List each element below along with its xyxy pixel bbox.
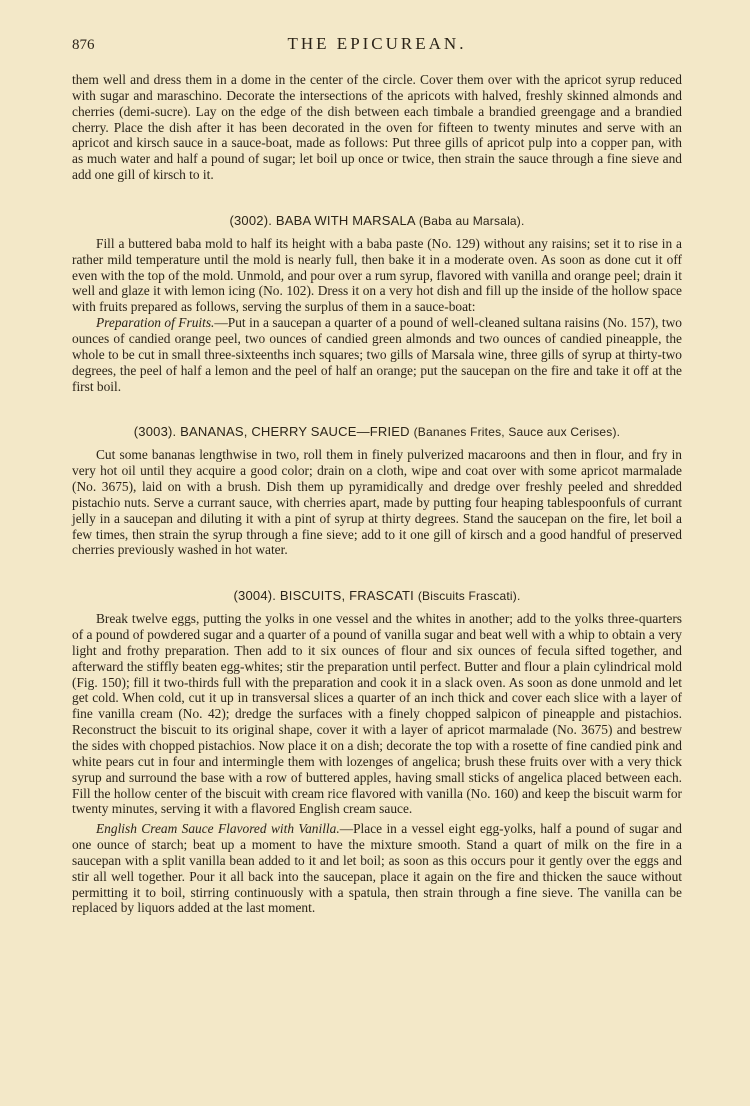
paragraph-text: —Place in a vessel eight egg-yolks, half a pound of sugar and one ounce of starch; beat up a moment to have the mixture smooth. Stand a quart of milk on the fire in a saucepan with a split vanilla bean added to it and let boil; as soon as this occurs pour it gently over the eggs and stir all well together. Pour it all back into the saucepan, place it again on the fire and thicken the sauce without permitting it to boil, stirring continuously with a spatula, then strain through a fine sieve. The vanilla can be replaced by liquors added at the last moment. [72, 821, 682, 916]
recipe-title [72, 424, 682, 439]
recipe-paragraph [72, 611, 682, 817]
recipe-title-alt: (Baba au Marsala). [418, 213, 525, 228]
recipe-title-main: (3002). BABA WITH MARSALA [229, 212, 416, 228]
recipe-title-alt: (Bananes Frites, Sauce aux Cerises). [413, 425, 621, 440]
recipe-title [72, 588, 682, 603]
recipe-title [72, 213, 682, 228]
recipe-3004 [72, 588, 682, 916]
recipe-paragraph [72, 447, 682, 558]
running-head: THE EPICUREAN. [287, 34, 467, 53]
paragraph-lead: English Cream Sauce Flavored with Vanilla. [96, 821, 340, 837]
paragraph-text: Break twelve eggs, putting the yolks in one vessel and the whites in another; add to the yolks three-quarters of a pound of powdered sugar and a quarter of a pound of vanilla sugar and beat well with a whip to obtain a very light and frothy preparation. Then add to it six ounces of flour and six ounces of fecula sifted together, and afterward the stiffly beaten egg-whites; stir the preparation until perfect. Butter and flour a plain cylindrical mold (Fig. 150); fill it two-thirds full with the preparation and cook it in a slack oven. As soon as done unmold and let get cold. When cold, cut it up in transversal slices a quarter of an inch thick and cover each slice with a layer of fine vanilla cream (No. 42); dredge the surfaces with a finely chopped salpicon of pineapple and pistachios. Reconstruct the biscuit to its original shape, cover it with a layer of apricot marmalade (No. 3675) and bestrew the sides with chopped pistachios. Now place it on a dish; decorate the top with a rosette of fine candied pink and white pears cut in four and intermingle them with lozenges of angelica; brush these fruits over with a very thick syrup and surround the base with a row of buttered apples, having small sticks of angelica placed between each. Fill the hollow center of the biscuit with cream rice flavored with vanilla (No. 160) and keep the biscuit warm for twenty minutes, serving it with a flavored English cream sauce. [72, 611, 682, 817]
paragraph-text: Fill a buttered baba mold to half its height with a baba paste (No. 129) without any raisins; set it to rise in a rather mild temperature until the mold is nearly full, then bake it in a moderate oven. As soon as done cut it off even with the top of the mold. Unmold, and pour over a rum syrup, flavored with vanilla and orange peel; drain it well and glaze it with lemon icing (No. 102). Dress it on a very hot dish and fill up the inside of the hollow space with fruits prepared as follows, serving the surplus of them in a sauce-boat: [72, 235, 682, 315]
paragraph-lead: Preparation of Fruits. [96, 315, 215, 331]
page-number: 876 [72, 37, 95, 53]
recipe-title-main: (3003). BANANAS, CHERRY SAUCE—FRIED [133, 424, 410, 440]
recipe-paragraph [72, 236, 682, 315]
recipe-3002 [72, 213, 682, 394]
recipe-title-main: (3004). BISCUITS, FRASCATI [233, 588, 414, 604]
recipe-paragraph [72, 821, 682, 916]
recipe-paragraph [72, 315, 682, 394]
recipe-3003 [72, 424, 682, 558]
page-header [72, 34, 682, 62]
recipe-title-alt: (Biscuits Frascati). [417, 589, 521, 604]
continuation-paragraph: them well and dress them in a dome in the center of the circle. Cover them over with the apricot syrup reduced with sugar and maraschino. Decorate the intersections of the apricots with halved, freshly skinned almonds and cherries (demi-sucre). Lay on the edge of the dish between each timbale a brandied greengage and a brandied cherry. Place the dish after it has been decorated in the oven for fifteen to twenty minutes and serve with an apricot and kirsch sauce in a sauce-boat, made as follows: Put three gills of apricot pulp into a copper pan, with as much water and half a pound of sugar; let boil up once or twice, then strain the sauce through a fine sieve and add one gill of kirsch to it. [72, 72, 682, 183]
paragraph-text: Cut some bananas lengthwise in two, roll them in finely pulverized macaroons and then in flour, and fry in very hot oil until they acquire a good color; drain on a cloth, wipe and coat over with some apricot marmalade (No. 3675), laid on with a brush. Dish them up pyramidically and dredge over freshly peeled and shredded pistachio nuts. Serve a currant sauce, with cherries apart, made by putting four heaping tablespoonfuls of currant jelly in a saucepan and diluting it with a pint of syrup at thirty degrees. Stand the saucepan on the fire, let boil a few times, then strain the syrup through a fine sieve; add to it one gill of kirsch and a good handful of preserved cherries previously washed in hot water. [72, 447, 682, 558]
paragraph-text: —Put in a saucepan a quarter of a pound of well-cleaned sultana raisins (No. 157), two ounces of candied orange peel, two ounces of candied green almonds and two ounces of candied pineapple, the whole to be cut in small three-sixteenths inch squares; two gills of Marsala wine, three gills of syrup at thirty-two degrees, the peel of half a lemon and the peel of half an orange; put the saucepan on the fire and take it off at the first boil. [72, 315, 682, 394]
